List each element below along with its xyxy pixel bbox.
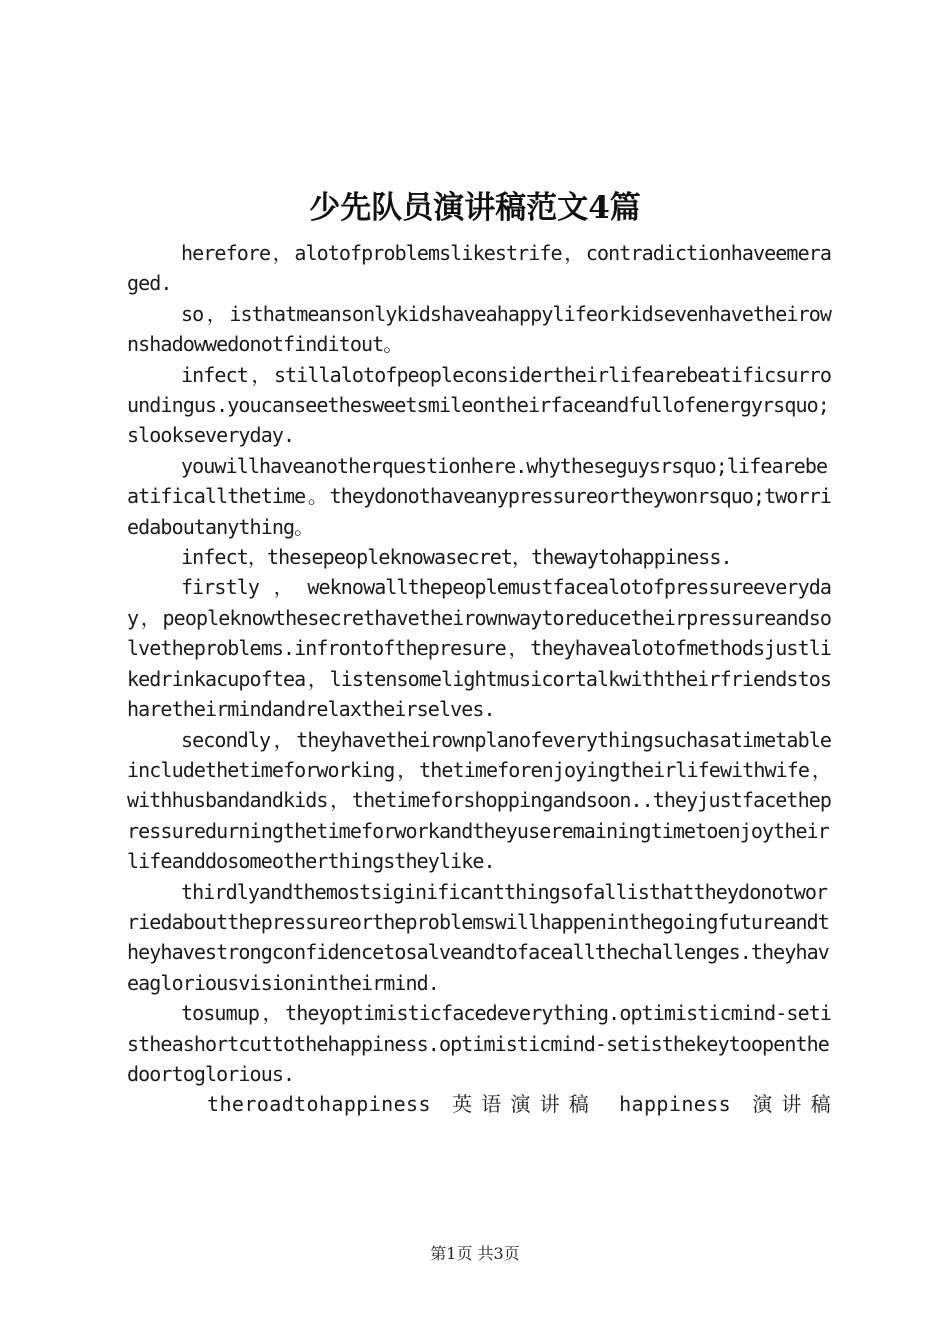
paragraph: tosumup，theyoptimisticfacedeverything.optimisticmind-setistheashortcuttothehappiness.optimisticmind-setisthekeytoopenthedoortoglorious. xyxy=(127,1001,831,1086)
paragraph-heading-line: theroadtohappiness 英语演讲稿 happiness 演讲稿 xyxy=(207,1092,831,1117)
paragraph: herefore，alotofproblemslikestrife，contradictionhaveemeraged. xyxy=(127,241,831,296)
document-title: 少先队员演讲稿范文4篇 xyxy=(309,190,641,226)
page-number-footer: 第1页 共3页 xyxy=(430,1244,520,1263)
paragraph: infect，thesepeopleknowasecret，thewaytohappiness. xyxy=(181,545,732,570)
paragraph: firstly，weknowallthepeoplemustfacealotofpressureeveryday，peopleknowthesecrethavetheirownwaytoreducetheirpressureandsolvetheproblems.infrontofthepresure，theyhavealotofmethodsjustlikedrinkacupoftea，listensomelightmusicortalkwiththeirfriendstosharetheirmindandrelaxtheirselves. xyxy=(127,575,831,722)
paragraph: youwillhaveanotherquestionhere.whytheseguysrsquo;lifearebeatificallthetime。theydonothaveanypressureortheywonrsquo;tworriedaboutanything。 xyxy=(127,453,831,539)
paragraph: thirdlyandthemostsiginificantthingsofallisthattheydonotworriedaboutthepressureortheproblemswillhappeninthegoingfutureandtheyhavestrongconfidencetosalveandtofaceallthechallenges.theyhaveagloriousvisionintheirmind. xyxy=(127,879,829,995)
paragraph: secondly，theyhavetheirownplanofeverythingsuchasatimetableincludethetimeforworking，thetimeforenjoyingtheirlifewithwife，withhusbandandkids，thetimeforshoppingandsoon..theyjustfacethepressuredurningthetimeforworkandtheyuseremainingtimetoenjoytheirlifeanddosomeotherthingstheylike. xyxy=(127,727,831,874)
paragraph: so，isthatmeansonlykidshaveahappylifeorkidsevenhavetheirownshadowwedonotfinditout。 xyxy=(127,301,831,357)
document-body xyxy=(127,238,831,1120)
paragraph: infect，stillalotofpeopleconsidertheirlifearebeatificsurroundingus.youcanseethesweetsmileontheirfaceandfullofenergyrsquo;slookseveryday. xyxy=(127,362,831,448)
